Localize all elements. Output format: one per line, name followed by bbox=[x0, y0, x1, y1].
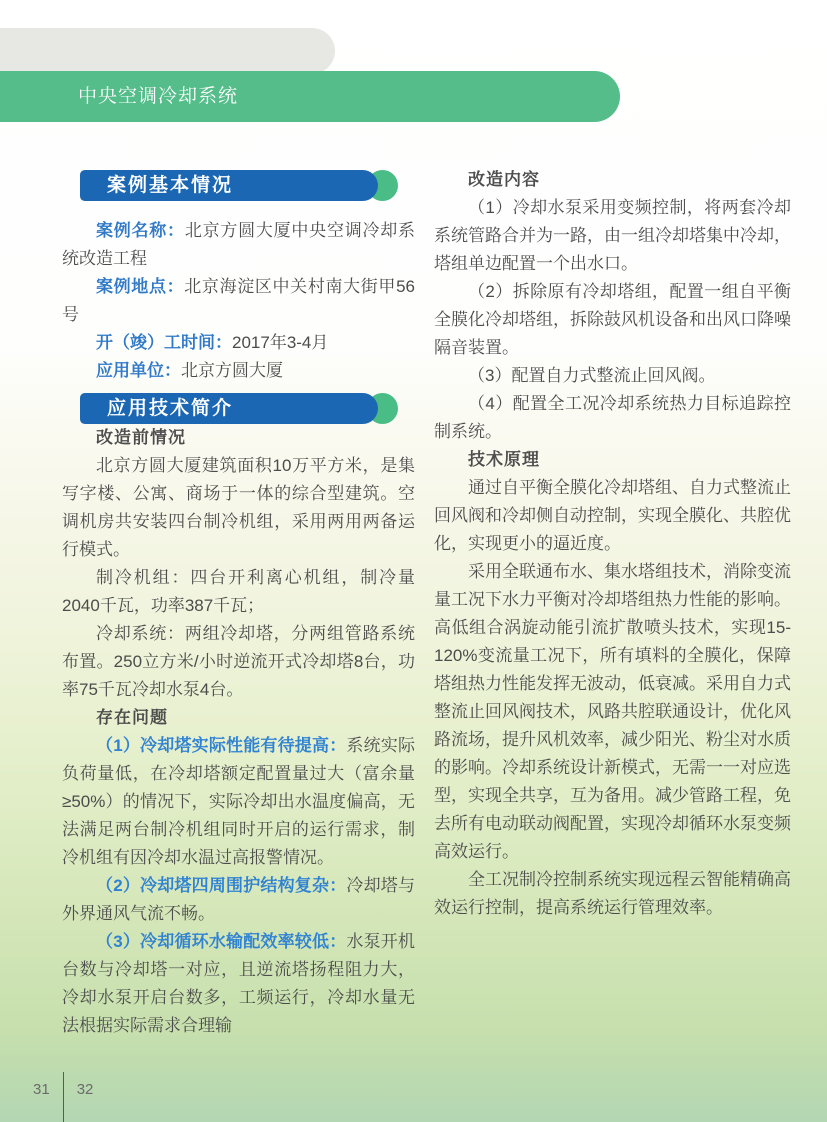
case-info-banner-label: 案例基本情况 bbox=[107, 175, 234, 196]
problem-item-2 bbox=[62, 872, 415, 928]
tech-intro-banner-label: 应用技术简介 bbox=[107, 398, 234, 419]
problem-item-3 bbox=[62, 928, 415, 1040]
case-info-row-name bbox=[62, 217, 415, 273]
case-info-row-date bbox=[62, 329, 415, 357]
case-location-label: 案例地点： bbox=[96, 277, 185, 296]
tech-principle-paragraph-1: 通过自平衡全膜化冷却塔组、自力式整流止回风阀和冷却侧自动控制，实现全膜化、共腔优化，实现更小的逼近度。 bbox=[434, 478, 791, 553]
footer-page-numbers bbox=[33, 1072, 93, 1122]
page-number-left: 31 bbox=[33, 1081, 50, 1098]
before-retrofit-paragraph-3: 冷却系统：两组冷却塔，分两组管路系统布置。250立方米/小时逆流开式冷却塔8台，功率75千瓦冷却水泵4台。 bbox=[62, 624, 415, 699]
header-gray-pill bbox=[0, 28, 335, 74]
case-name-label: 案例名称： bbox=[96, 221, 185, 240]
problem-item-2-text: 冷却塔与外界通风气流不畅。 bbox=[62, 876, 415, 923]
retrofit-content-paragraph-2: （2）拆除原有冷却塔组，配置一组自平衡全膜化冷却塔组，拆除鼓风机设备和出风口降噪隔音装置。 bbox=[434, 282, 791, 357]
problem-item-3-lead: （3）冷却循环水输配效率较低： bbox=[96, 932, 347, 951]
case-info-row-unit bbox=[62, 357, 415, 385]
case-unit-value: 北京方圆大厦 bbox=[181, 361, 283, 380]
footer-divider bbox=[63, 1072, 64, 1122]
retrofit-content-paragraph-4: （4）配置全工况冷却系统热力目标追踪控制系统。 bbox=[434, 394, 791, 441]
page-title: 中央空调冷却系统 bbox=[78, 86, 239, 107]
problem-item-3-text: 水泵开机台数与冷却塔一对应，且逆流塔扬程阻力大，冷却水泵开启台数多，工频运行，冷却水量无法根据实际需求合理输 bbox=[62, 932, 415, 1035]
problem-item-1 bbox=[62, 732, 415, 872]
tech-intro-banner-bar bbox=[80, 393, 378, 424]
case-info-banner bbox=[80, 170, 398, 201]
case-info-row-location bbox=[62, 273, 415, 329]
tech-principle-paragraph-3: 全工况制冷控制系统实现远程云智能精确高效运行控制，提高系统运行管理效率。 bbox=[434, 870, 791, 917]
tech-principle-paragraph-2: 采用全联通布水、集水塔组技术，消除变流量工况下水力平衡对冷却塔组热力性能的影响。高低组合涡旋动能引流扩散喷头技术，实现15-120%变流量工况下，所有填料的全膜化，保障塔组热力性能发挥无波动，低衰减。采用自力式整流止回风阀技术，风路共腔联通设计，优化风路流场，提升风机效率，减少阳光、粉尘对水质的影响。冷却系统设计新模式，无需一一对应选型，实现全共享，互为备用。减少管路工程，免去所有电动联动阀配置，实现冷却循环水泵变频高效运行。 bbox=[434, 562, 791, 861]
page-number-right: 32 bbox=[76, 1081, 94, 1098]
left-column bbox=[62, 170, 415, 1040]
right-column bbox=[434, 166, 791, 922]
before-retrofit-paragraph-1: 北京方圆大厦建筑面积10万平方米，是集写字楼、公寓、商场于一体的综合型建筑。空调机房共安装四台制冷机组，采用两用两备运行模式。 bbox=[62, 456, 415, 559]
case-unit-label: 应用单位： bbox=[96, 361, 181, 380]
problems-heading: 存在问题 bbox=[96, 708, 168, 727]
before-retrofit-paragraph-2: 制冷机组：四台开利离心机组，制冷量2040千瓦，功率387千瓦； bbox=[62, 568, 415, 615]
tech-principle-heading: 技术原理 bbox=[468, 450, 540, 469]
retrofit-content-heading: 改造内容 bbox=[468, 170, 540, 189]
case-name-value: 北京方圆大厦中央空调冷却系统改造工程 bbox=[62, 221, 416, 268]
retrofit-content-paragraph-3: （3）配置自力式整流止回风阀。 bbox=[468, 366, 716, 385]
case-info-banner-bar bbox=[80, 170, 378, 201]
before-retrofit-heading: 改造前情况 bbox=[96, 428, 186, 447]
problem-item-2-lead: （2）冷却塔四周围护结构复杂： bbox=[96, 876, 347, 895]
retrofit-content-paragraph-1: （1）冷却水泵采用变频控制，将两套冷却系统管路合并为一路，由一组冷却塔集中冷却，塔组单边配置一个出水口。 bbox=[434, 198, 791, 273]
case-date-label: 开（竣）工时间： bbox=[96, 333, 232, 352]
problem-item-1-lead: （1）冷却塔实际性能有待提高： bbox=[96, 736, 347, 755]
case-date-value: 2017年3-4月 bbox=[232, 333, 329, 352]
case-location-value: 北京海淀区中关村南大街甲56号 bbox=[62, 277, 415, 324]
case-info-list bbox=[62, 217, 415, 385]
problem-item-1-text: 系统实际负荷量低，在冷却塔额定配置量过大（富余量≥50%）的情况下，实际冷却出水温度偏高，无法满足两台制冷机组同时开启的运行需求，制冷机组有因冷却水温过高报警情况。 bbox=[62, 736, 415, 867]
header-green-pill bbox=[0, 71, 620, 122]
tech-intro-banner bbox=[80, 393, 398, 424]
